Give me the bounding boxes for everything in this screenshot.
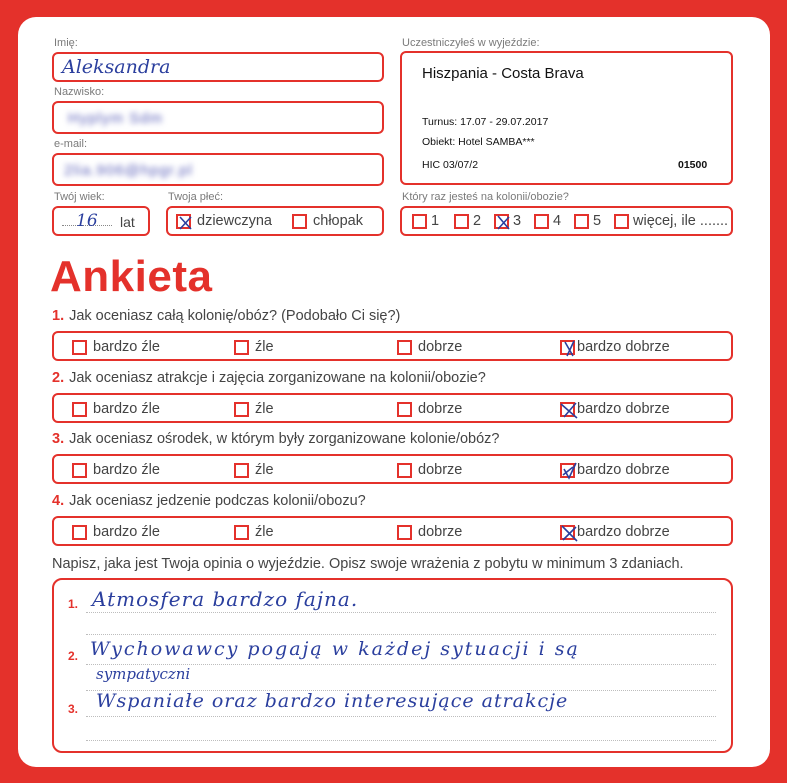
opinion-line-1 (86, 612, 716, 613)
question-4 (52, 493, 366, 509)
q2-option-very-good[interactable] (560, 401, 670, 417)
name-value: Aleksandra (62, 56, 171, 78)
trip-number: 01500 (678, 159, 708, 171)
q4-option-very-bad[interactable] (72, 524, 160, 540)
check-mark-icon (559, 523, 581, 543)
opinion-2-continuation: sympatyczni (96, 665, 191, 683)
age-field[interactable] (52, 206, 150, 236)
q1-very-good-label: bardzo dobrze (577, 339, 670, 356)
q4-good-label: dobrze (418, 524, 463, 541)
question-3 (52, 431, 499, 447)
surname-label: Nazwisko: (54, 86, 105, 98)
opinion-2-number: 2. (68, 649, 79, 663)
times-3-label: 3 (513, 213, 522, 230)
survey-title: Ankieta (50, 252, 213, 301)
q1-very-good-checkbox[interactable] (560, 340, 575, 355)
opinion-line-6 (86, 740, 716, 741)
q4-bad-label: źle (255, 524, 274, 541)
q4-option-very-good[interactable] (560, 524, 670, 540)
q4-bad-checkbox[interactable] (234, 525, 249, 540)
q3-good-checkbox[interactable] (397, 463, 412, 478)
opinion-line-2 (86, 634, 716, 635)
times-5-checkbox[interactable] (574, 214, 589, 229)
q2-very-good-label: bardzo dobrze (577, 401, 670, 418)
opinion-2-text: Wychowawcy pogają w każdej sytuacji i są (90, 638, 580, 660)
gender-label: Twoja płeć: (168, 191, 224, 203)
q2-option-very-bad[interactable] (72, 401, 160, 417)
times-3-checkbox[interactable] (494, 214, 509, 229)
q2-very-bad-checkbox[interactable] (72, 402, 87, 417)
times-1-checkbox[interactable] (412, 214, 427, 229)
q4-option-bad[interactable] (234, 524, 274, 540)
q3-option-bad[interactable] (234, 462, 274, 478)
times-1-label: 1 (431, 213, 440, 230)
question-2 (52, 370, 486, 386)
name-label: Imię: (54, 37, 78, 49)
q3-bad-label: źle (255, 462, 274, 479)
opinion-1-text: Atmosfera bardzo fajna. (92, 587, 359, 611)
times-4-label: 4 (553, 213, 562, 230)
times-option-1[interactable] (412, 213, 439, 229)
q3-option-very-good[interactable] (560, 462, 670, 478)
q3-very-good-checkbox[interactable] (560, 463, 575, 478)
q3-good-label: dobrze (418, 462, 463, 479)
question-3-number: 3. (52, 431, 65, 447)
times-5-label: 5 (593, 213, 602, 230)
trip-destination: Hiszpania - Costa Brava (422, 65, 584, 82)
q1-bad-checkbox[interactable] (234, 340, 249, 355)
question-3-text: Jak oceniasz ośrodek, w którym były zorganizowane kolonie/obóz? (69, 431, 500, 447)
trip-label: Uczestniczyłeś w wyjeździe: (402, 37, 540, 49)
question-2-text: Jak oceniasz atrakcje i zajęcia zorganizowane na kolonii/obozie? (69, 370, 486, 386)
times-option-5[interactable] (574, 213, 601, 229)
check-mark-icon (493, 212, 513, 232)
times-option-3[interactable] (494, 213, 521, 229)
q1-option-very-good[interactable] (560, 339, 670, 355)
question-2-answers (52, 393, 733, 423)
surname-field[interactable] (52, 101, 384, 134)
gender-boy-label: chłopak (313, 213, 363, 230)
trip-turnus: Turnus: 17.07 - 29.07.2017 (422, 116, 549, 128)
times-option-more[interactable] (614, 213, 728, 229)
q4-option-good[interactable] (397, 524, 462, 540)
q2-option-good[interactable] (397, 401, 462, 417)
email-field[interactable] (52, 153, 384, 186)
q4-good-checkbox[interactable] (397, 525, 412, 540)
question-1-answers (52, 331, 733, 361)
opinion-3-number: 3. (68, 702, 79, 716)
name-field[interactable] (52, 52, 384, 82)
trip-code: HIC 03/07/2 (422, 159, 479, 171)
opinion-3-text: Wspaniałe oraz bardzo interesujące atrakcje (96, 690, 569, 712)
q1-very-bad-label: bardzo źle (93, 339, 160, 356)
times-option-2[interactable] (454, 213, 481, 229)
q2-option-bad[interactable] (234, 401, 274, 417)
question-4-number: 4. (52, 493, 65, 509)
q2-bad-label: źle (255, 401, 274, 418)
q1-option-good[interactable] (397, 339, 462, 355)
gender-girl-checkbox[interactable] (176, 214, 191, 229)
gender-field (166, 206, 384, 236)
age-unit: lat (120, 214, 135, 230)
times-field (400, 206, 733, 236)
q4-very-good-label: bardzo dobrze (577, 524, 670, 541)
q1-option-very-bad[interactable] (72, 339, 160, 355)
email-label: e-mail: (54, 138, 88, 150)
q3-bad-checkbox[interactable] (234, 463, 249, 478)
q2-bad-checkbox[interactable] (234, 402, 249, 417)
trip-box (400, 51, 733, 185)
q4-very-bad-label: bardzo źle (93, 524, 160, 541)
check-mark-icon (559, 400, 581, 420)
times-label: Który raz jesteś na kolonii/obozie? (402, 191, 569, 203)
q1-option-bad[interactable] (234, 339, 274, 355)
times-more-checkbox[interactable] (614, 214, 629, 229)
times-2-label: 2 (473, 213, 482, 230)
q3-very-good-label: bardzo dobrze (577, 462, 670, 479)
question-2-number: 2. (52, 370, 65, 386)
q1-bad-label: źle (255, 339, 274, 356)
q3-very-bad-label: bardzo źle (93, 462, 160, 479)
q3-option-good[interactable] (397, 462, 462, 478)
gender-option-boy[interactable] (292, 213, 363, 229)
question-1-text: Jak oceniasz całą kolonię/obóz? (Podobało Ci się?) (69, 308, 401, 324)
times-4-checkbox[interactable] (534, 214, 549, 229)
times-more-label: więcej, ile ....... (633, 213, 729, 230)
question-1 (52, 308, 400, 324)
question-1-number: 1. (52, 308, 65, 324)
email-value: 2lia.906@hpgr.pl (64, 162, 193, 179)
check-mark-icon (559, 338, 579, 358)
gender-boy-checkbox[interactable] (292, 214, 307, 229)
times-2-checkbox[interactable] (454, 214, 469, 229)
opinion-line-5 (86, 716, 716, 717)
gender-option-girl[interactable] (176, 213, 272, 229)
check-mark-icon (175, 212, 195, 232)
opinion-prompt: Napisz, jaka jest Twoja opinia o wyjeździe. Opisz swoje wrażenia z pobytu w minimum 3 zdaniach. (52, 556, 684, 572)
age-label: Twój wiek: (54, 191, 105, 203)
q1-very-bad-checkbox[interactable] (72, 340, 87, 355)
question-4-text: Jak oceniasz jedzenie podczas kolonii/obozu? (69, 493, 366, 509)
times-option-4[interactable] (534, 213, 561, 229)
q4-very-bad-checkbox[interactable] (72, 525, 87, 540)
age-value: 16 (76, 211, 98, 231)
opinion-1-number: 1. (68, 597, 79, 611)
surname-value: Hyplym Sdm (68, 110, 164, 127)
question-3-answers (52, 454, 733, 484)
trip-obiekt: Obiekt: Hotel SAMBA*** (422, 136, 535, 148)
q1-good-checkbox[interactable] (397, 340, 412, 355)
q3-option-very-bad[interactable] (72, 462, 160, 478)
q3-very-bad-checkbox[interactable] (72, 463, 87, 478)
q2-very-bad-label: bardzo źle (93, 401, 160, 418)
question-4-answers (52, 516, 733, 546)
gender-girl-label: dziewczyna (197, 213, 272, 230)
q4-very-good-checkbox[interactable] (560, 525, 575, 540)
q2-good-checkbox[interactable] (397, 402, 412, 417)
q2-very-good-checkbox[interactable] (560, 402, 575, 417)
check-mark-icon (559, 461, 579, 481)
q1-good-label: dobrze (418, 339, 463, 356)
q2-good-label: dobrze (418, 401, 463, 418)
